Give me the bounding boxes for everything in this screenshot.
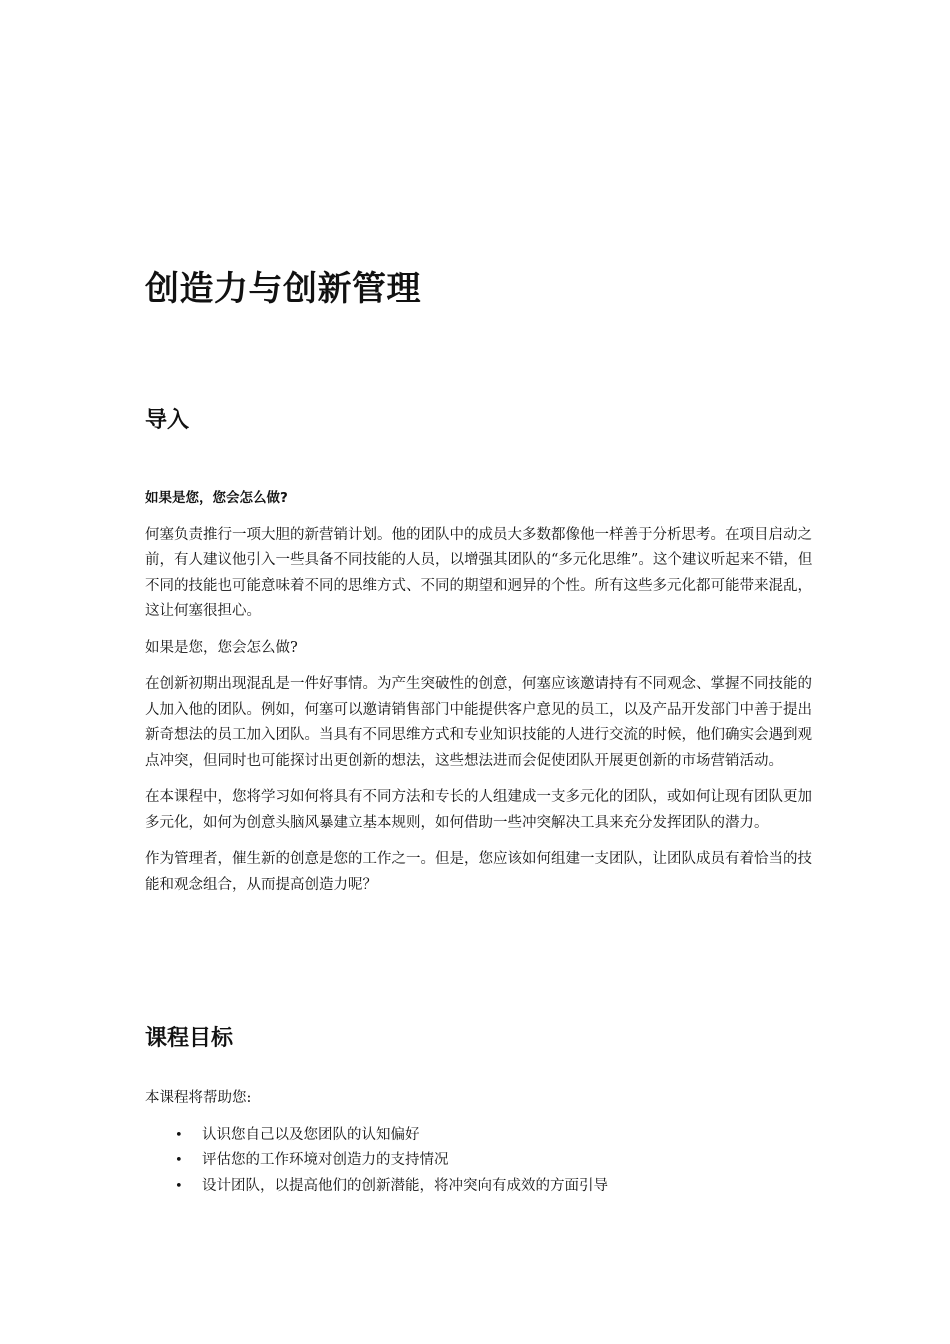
objectives-section: [145, 1086, 815, 1199]
list-item-text: 认识您自己以及您团队的认知偏好: [202, 1126, 420, 1143]
intro-paragraph: 作为管理者，催生新的创意是您的工作之一。但是，您应该如何组建一支团队，让团队成员有着恰当的技能和观念组合，从而提高创造力呢？: [145, 851, 812, 893]
objectives-list: [145, 1123, 815, 1200]
objectives-heading: 课程目标: [145, 1026, 234, 1051]
bullet-icon: •: [175, 1153, 183, 1168]
bullet-icon: •: [175, 1127, 183, 1143]
list-item: [145, 1148, 815, 1174]
document-title: 创造力与创新管理: [145, 269, 421, 309]
objectives-lead: 本课程将帮助您:: [145, 1090, 252, 1106]
intro-lead-question: 如果是您，您会怎么做?: [145, 490, 288, 506]
intro-heading: 导入: [145, 408, 190, 433]
intro-question: 如果是您，您会怎么做?: [145, 639, 298, 656]
intro-paragraph: 在创新初期出现混乱是一件好事情。为产生突破性的创意，何塞应该邀请持有不同观念、掌握不同技能的人加入他的团队。例如，何塞可以邀请销售部门中能提供客户意见的员工，以及产品开发部门中善于提出新奇想法的员工加入团队。当具有不同思维方式和专业知识技能的人进行交流的时候，他们确实会遇到观点冲突，但同时也可能探讨出更创新的想法，这些想法进而会促使团队开展更创新的市场营销活动。: [145, 676, 812, 769]
bullet-icon: •: [175, 1178, 183, 1194]
list-item-text: 评估您的工作环境对创造力的支持情况: [202, 1152, 449, 1168]
list-item: [145, 1174, 815, 1200]
intro-paragraph: 在本课程中，您将学习如何将具有不同方法和专长的人组建成一支多元化的团队，或如何让现有团队更加多元化，如何为创意头脑风暴建立基本规则，如何借助一些冲突解决工具来充分发挥团队的潜力。: [145, 789, 812, 831]
intro-section: [145, 486, 815, 909]
intro-paragraph: 何塞负责推行一项大胆的新营销计划。他的团队中的成员大多数都像他一样善于分析思考。在项目启动之前，有人建议他引入一些具备不同技能的人员，以增强其团队的“多元化思维”。这个建议听起来不错，但不同的技能也可能意味着不同的思维方式、不同的期望和迥异的个性。所有这些多元化都可能带来混乱，这让何塞很担心。: [145, 526, 813, 619]
list-item-text: 设计团队，以提高他们的创新潜能，将冲突向有成效的方面引导: [202, 1177, 608, 1194]
list-item: [145, 1123, 815, 1149]
